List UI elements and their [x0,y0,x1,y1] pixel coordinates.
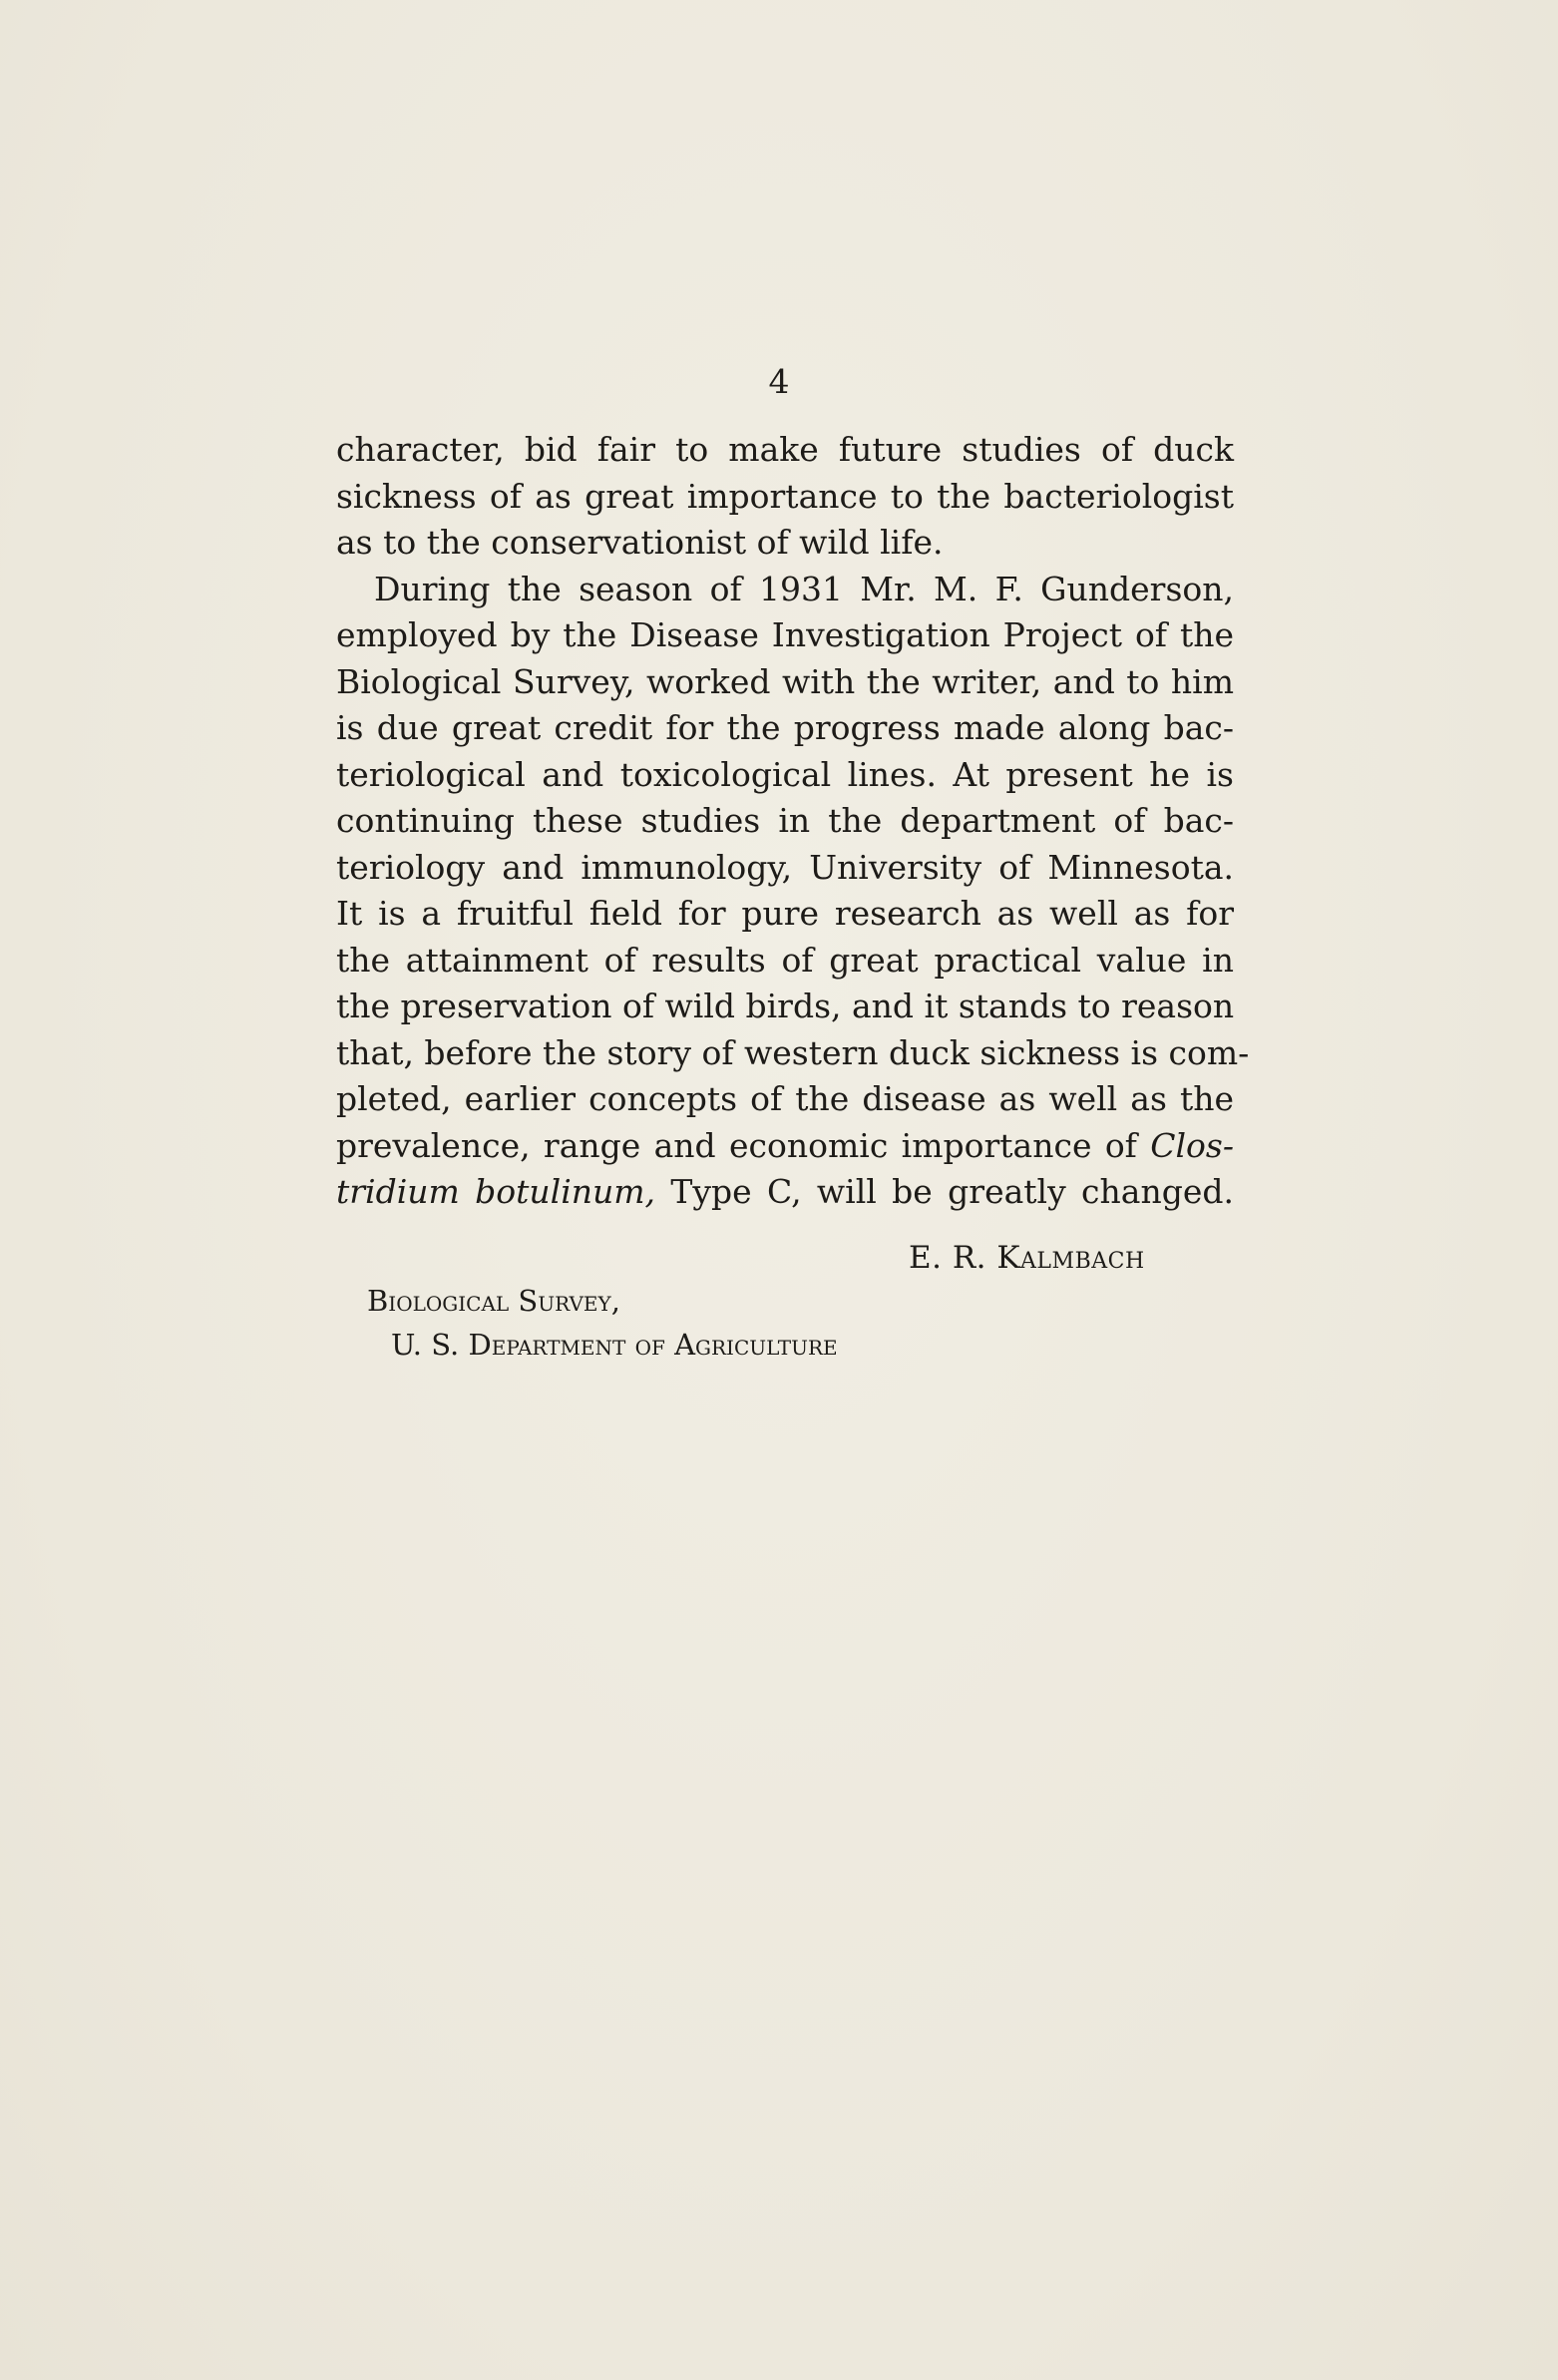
text-line [336,1030,1250,1077]
text-run: prevalence, range and economic importance of [336,1125,1151,1165]
body-text [336,427,1250,1216]
text-line [336,612,1234,659]
text-line [336,520,1234,567]
affiliation-line-2: U. S. Department of Agriculture [391,1328,838,1362]
text-run: During the season of 1931 Mr. M. F. Gunderson, [374,569,1234,608]
text-line [336,845,1234,892]
text-line [336,891,1234,938]
text-run: is due great credit for the progress made along bac- [336,708,1234,747]
text-line [336,427,1234,474]
text-run: It is a fruitful field for pure research as well as for [336,894,1234,933]
text-line [336,984,1234,1030]
text-run: teriology and immunology, University of Minnesota. [336,847,1234,887]
italic-run: Clos- [1150,1125,1234,1165]
text-line [336,938,1234,985]
italic-run: tridium botulinum, [336,1172,656,1211]
author-signature: E. R. Kalmbach [909,1240,1145,1276]
text-run: continuing these studies in the department of bac- [336,801,1234,840]
text-line [336,1169,1234,1216]
text-run: Type C, will be greatly changed. [655,1172,1234,1211]
text-run: the preservation of wild birds, and it stands to reason [336,987,1235,1025]
text-run: pleted, earlier concepts of the disease as well as the [336,1079,1234,1118]
text-run: teriological and toxicological lines. At present he is [336,754,1234,794]
text-run: sickness of as great importance to the bacteriologist [336,476,1234,516]
text-run: the attainment of results of great practical value in [336,940,1234,980]
affiliation-line-1: Biological Survey, [367,1284,620,1318]
text-line [336,659,1234,706]
text-run: as to the conservationist of wild life. [336,523,944,562]
text-line [336,567,1234,613]
text-run: employed by the Disease Investigation Project of the [336,615,1234,654]
text-line [336,798,1234,845]
text-line [336,1076,1234,1123]
text-line [336,705,1234,752]
text-line [336,474,1234,521]
text-run: character, bid fair to make future studies of duck [336,430,1234,469]
text-line [336,752,1234,799]
text-run: Biological Survey, worked with the writer, and to him [336,661,1234,701]
text-line [336,1123,1234,1170]
text-run: that, before the story of western duck sickness is com- [336,1032,1250,1072]
page-number: 4 [768,362,790,401]
